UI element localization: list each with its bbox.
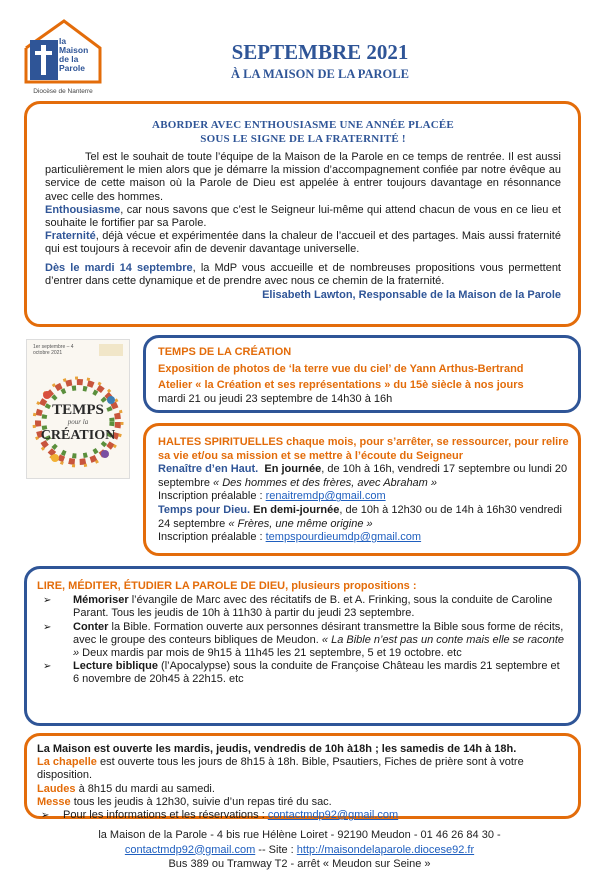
poster-word-pour: pour la [67,418,89,426]
logo-text-3: de la [59,54,79,64]
temps-dieu-title: Temps pour Dieu. [158,503,251,516]
poster-word-creation: CRÉATION [40,428,116,443]
temps-dieu-inscription [158,531,570,545]
temps-dieu-block [158,504,570,531]
renaitre-inscription [158,490,570,504]
list-item [37,660,567,686]
keyword-enthousiasme: Enthousiasme [45,203,121,216]
info-line [37,809,572,822]
creation-title: TEMPS DE LA CRÉATION [158,346,292,358]
renaitre-title: Renaître d’en Haut. [158,463,259,476]
chapelle-line [37,756,572,782]
poster-date-text: 1er septembre – 4 octobre 2021 [33,344,74,356]
temps-dieu-theme: « Frères, une même origine » [225,517,373,530]
lire-list [37,594,567,686]
renaitre-theme: « Des hommes et des frères, avec Abraham » [209,476,438,489]
arrow-bullet-icon: ➢ [43,595,52,607]
footer-transport: Bus 389 ou Tramway T2 - arrêt « Meudon sur Seine » [168,858,431,870]
laudes-keyword: Laudes [37,782,76,795]
intro-paragraph-3 [45,230,561,256]
logo-text-4: Parole [59,63,85,73]
creation-atelier: Atelier « la Création et ses représentations » du 15è siècle à nos jours [158,379,524,391]
messe-line [37,796,572,809]
list-item [37,621,567,661]
creation-dates: mardi 21 ou jeudi 23 septembre de 14h30 à 16h [158,392,393,405]
footer-email-link[interactable]: contactmdp92@gmail.com [124,843,256,856]
chapelle-text: est ouverte tous les jours de 8h15 à 18h. Bible, Psautiers, Fiches de prière sont à votre disposition. [37,756,524,782]
arrow-bullet-icon: ➢ [41,810,50,822]
footer-address: la Maison de la Parole - 4 bis rue Hélène Loiret - 92190 Meudon - 01 46 26 84 30 - [98,829,501,841]
laudes-text: à 8h15 du mardi au samedi. [75,782,215,795]
opening-hours: La Maison est ouverte les mardis, jeudis, vendredis de 10h à18h ; les samedis de 14h à 18h. [37,743,517,755]
renaitre-text: , de 10h à 16h, vendredi 17 septembre ou lundi 20 septembre [158,463,568,489]
intro-paragraph-1: Tel est le souhait de toute l’équipe de la Maison de la Parole en ce temps de rentrée. Il est aussi particulièrement le mien alors que je démarre la mission d’accompagnement confiée par notre évêque au service de cette maison où la Parole de Dieu est appelée à entrer toujours davantage en résonnance avec celle des hommes. [45,151,561,203]
logo-text-1: la [59,36,67,46]
intro-p4-text: , la MdP vous accueille et de nombreuses propositions vous permettent d’entrer dans cette dynamique et de prendre avec nous ce chemin de la fraternité. [45,261,561,287]
keyword-fraternite: Fraternité [45,230,96,243]
intro-p3-text: , déjà vécue et expérimentée dans la chaleur de l’accueil et des partages. Mais aussi fraternité qui est toujours à recevoir afin de devenir davantage universelle. [45,230,561,256]
laudes-line [37,783,572,796]
temps-creation-poster [26,339,130,479]
intro-paragraph-4 [45,262,561,288]
chapelle-keyword: La chapelle [37,756,97,769]
item-quote: « La Bible n’est pas un conte mais elle se raconte » [73,633,565,660]
intro-box [24,101,581,327]
horaires-box [24,733,581,822]
creation-expo: Exposition de photos de ‘la terre vue du ciel’ de Yann Arthus-Bertrand [158,362,524,375]
footer-contact [0,843,599,858]
messe-text: tous les jeudis à 12h30, suivie d’un repas tiré du sac. [70,795,332,808]
arrow-bullet-icon: ➢ [43,661,52,673]
item-text: (l’Apocalypse) sous la conduite de Françoise Château les mardis 21 septembre et 6 novembre de 20h45 à 22h15. etc [73,660,560,686]
info-text: Pour les informations et les réservations : [63,809,268,822]
footer [0,828,599,872]
item-keyword: Mémoriser [73,594,129,607]
temps-dieu-jour: En demi-journée [253,503,340,516]
item-text: la Bible. Formation ouverte aux personnes désirant transmettre la Bible sous forme de récits, avec le groupe des conteurs bibliques de Meudon. [73,620,564,646]
renaitre-block [158,463,570,490]
page-subtitle: À LA MAISON DE LA PAROLE [231,67,409,81]
lire-box [24,566,581,726]
lire-title: LIRE, MÉDITER, ÉTUDIER LA PAROLE DE DIEU, plusieurs propositions : [37,580,417,592]
keyword-date: Dès le mardi 14 septembre [45,261,193,274]
haltes-title: HALTES SPIRITUELLES [158,436,284,448]
temps-dieu-email-link[interactable]: tempspourdieumdp@gmail.com [265,531,422,544]
temps-dieu-insc-label: Inscription préalable : [158,531,266,544]
intro-p2-text: , car nous savons que c’est le Seigneur lui-même qui attend chacun de vous en ce lieu et souhaite le fortifier par sa Parole. [45,203,561,230]
page-title: SEPTEMBRE 2021 [231,40,409,64]
arrow-bullet-icon: ➢ [43,621,52,633]
footer-site-link[interactable]: http://maisondelaparole.diocese92.fr [296,843,475,856]
logo-text-2: Maison [59,45,89,55]
poster-word-temps: TEMPS [52,402,104,418]
temps-dieu-text: , de 10h à 12h30 ou de 14h à 16h30 vendredi 24 septembre [158,503,562,530]
logo-diocese: Diocèse de Nanterre [33,88,93,95]
list-item [37,594,567,620]
signature: Elisabeth Lawton, Responsable de la Maison de la Parole [262,289,561,302]
maison-logo [22,18,104,96]
item-keyword: Lecture biblique [73,660,158,673]
intro-heading-2: SOUS LE SIGNE DE LA FRATERNITÉ ! [200,133,406,145]
intro-heading-1: ABORDER AVEC ENTHOUSIASME UNE ANNÉE PLACÉE [152,119,454,131]
creation-box [143,335,581,413]
messe-keyword: Messe [37,795,71,808]
renaitre-email-link[interactable]: renaitremdp@gmail.com [265,490,386,503]
haltes-intro-text: chaque mois, pour s’arrêter, se ressourcer, pour relire sa vie et/ou sa mission et se mettre à l’écoute du Seigneur [158,436,569,462]
contact-email-link[interactable]: contactmdp92@gmail.com [267,809,399,822]
item-text-end: Deux mardis par mois de 9h15 à 11h45 les 21 septembre, 5 et 19 octobre. etc [79,647,462,660]
footer-site-label: -- Site : [255,843,297,856]
intro-paragraph-2 [45,204,561,230]
haltes-box [143,423,581,556]
renaitre-insc-label: Inscription préalable : [158,490,266,503]
renaitre-jour: En journée [264,463,322,476]
item-text: l’évangile de Marc avec des récitatifs de B. et A. Frinking, sous la conduite de Caroline Parant. Tous les jeudis de 10h à 11h30 à partir du jeudi 23 septembre. [73,594,553,620]
item-keyword: Conter [73,620,109,633]
haltes-intro [158,436,570,463]
